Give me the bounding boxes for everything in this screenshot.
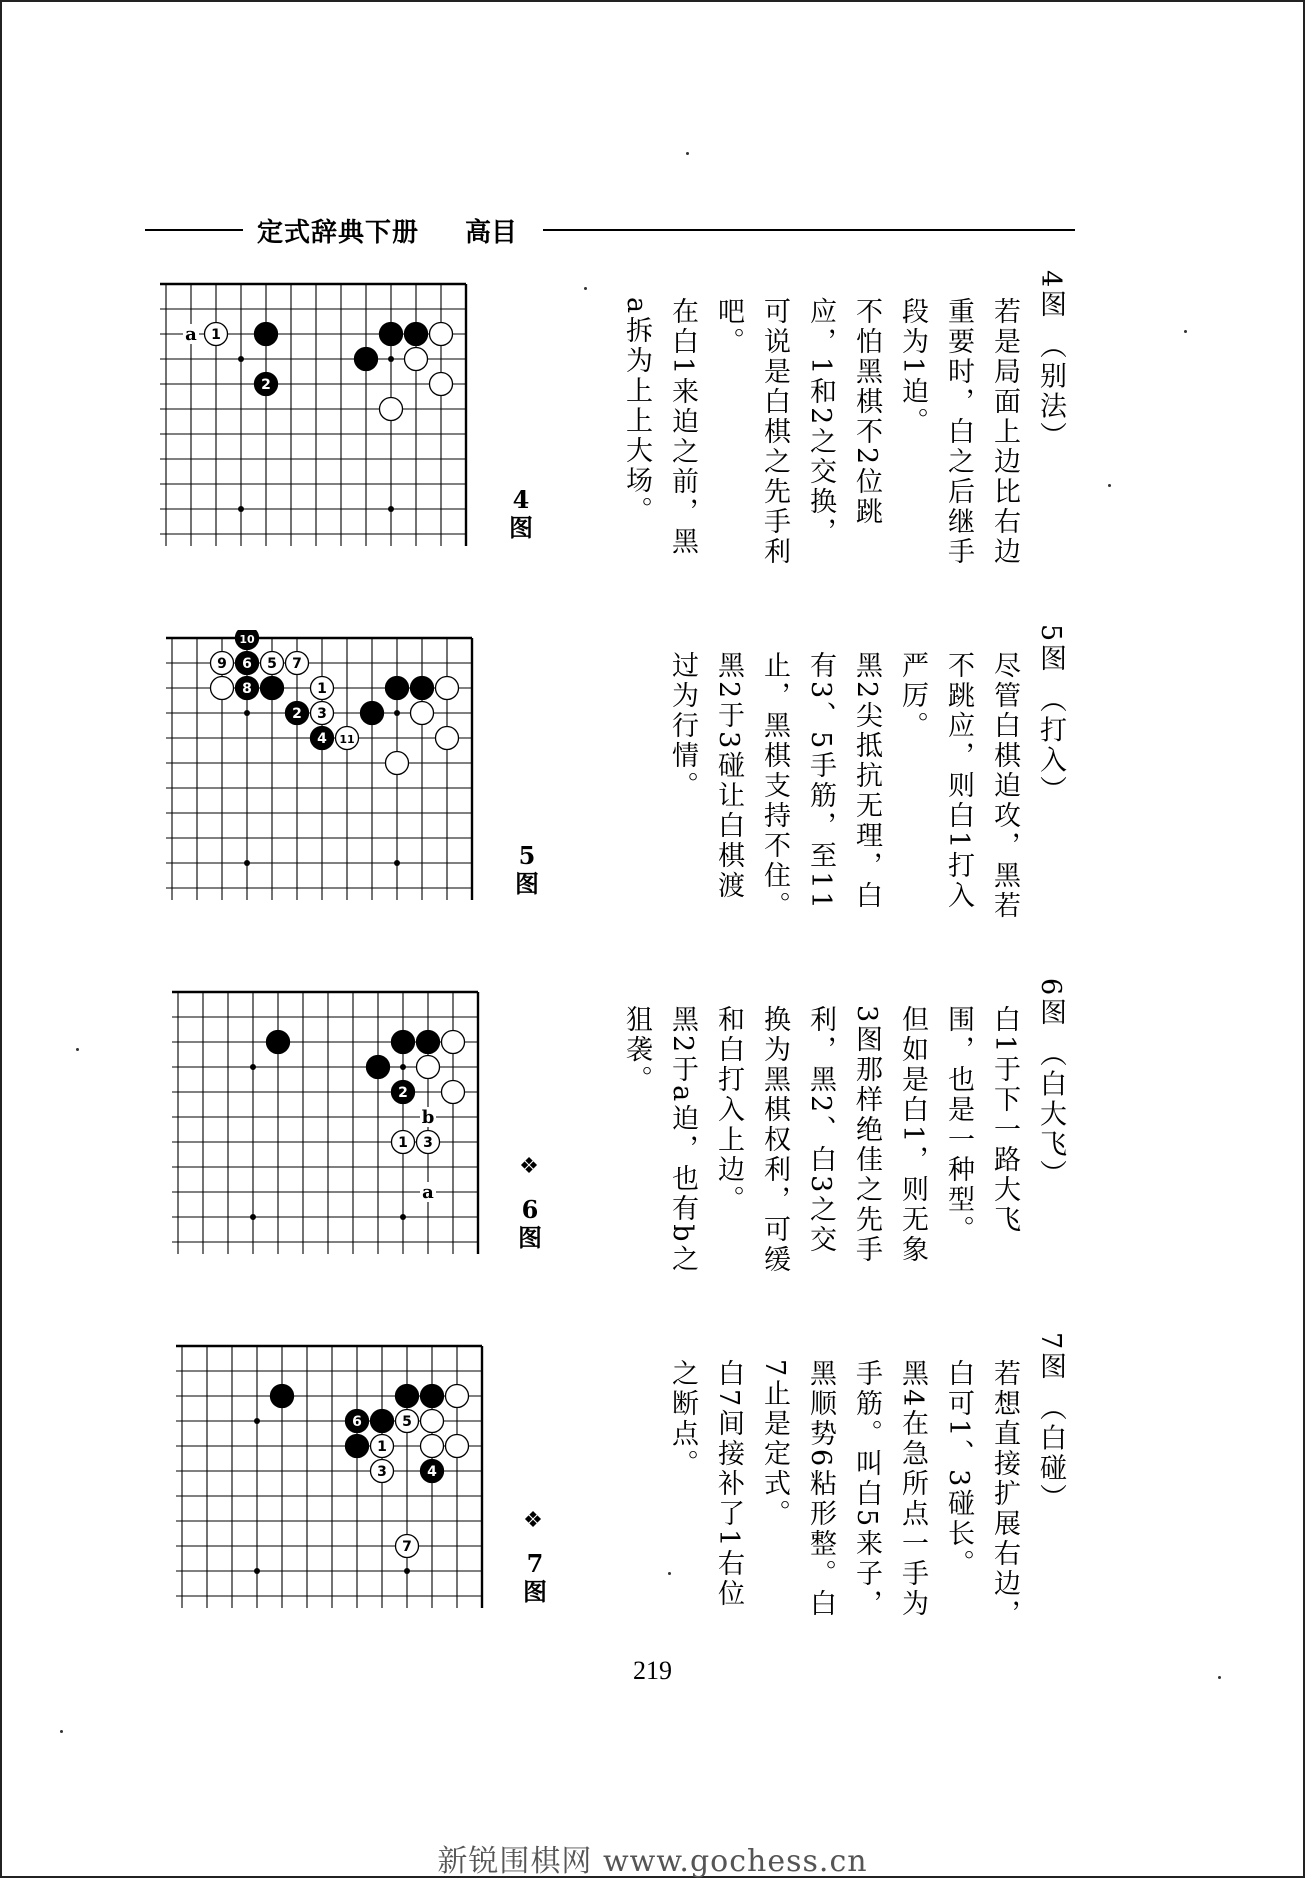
move-number: 3: [423, 1135, 433, 1151]
white-stone: [446, 1385, 469, 1408]
black-stone: [380, 323, 403, 346]
move-number: 7: [292, 656, 302, 672]
white-stone: [211, 677, 234, 700]
black-stone: [392, 1031, 415, 1054]
star-point: [244, 860, 250, 866]
star-point: [394, 710, 400, 716]
commentary-heading-4: 4图 （别法）: [1035, 270, 1066, 452]
commentary-heading-5: 5图 （打入）: [1035, 624, 1066, 806]
black-stone: [367, 1056, 390, 1079]
commentary-para: 但如是白1，则无象3图那样绝佳之先手利，黑2、白3之交换为黑棋权利，可缓和白打入上边。: [713, 1005, 928, 1275]
white-stone: [430, 373, 453, 396]
white-stone: [430, 323, 453, 346]
board-letter-label: a: [422, 1182, 434, 1203]
black-stone: [417, 1031, 440, 1054]
diamond-marker-7: ❖: [523, 1508, 543, 1533]
scan-speck: [668, 1572, 671, 1575]
scan-speck: [584, 287, 587, 290]
scan-speck: [1218, 1676, 1221, 1679]
scan-speck: [686, 152, 689, 155]
star-point: [238, 356, 244, 362]
header-rule-right: [543, 229, 1075, 231]
black-stone: [405, 323, 428, 346]
black-stone: [255, 323, 278, 346]
star-point: [400, 1214, 406, 1220]
move-number: 4: [427, 1464, 437, 1480]
move-number: 1: [377, 1439, 387, 1455]
commentary-para: 在白1来迫之前，黑a拆为上上大场。: [621, 297, 698, 558]
star-point: [238, 506, 244, 512]
move-number: 6: [242, 656, 252, 672]
go-board-figure-5: [166, 630, 476, 900]
move-number: 3: [317, 706, 327, 722]
commentary-para: 若想直接扩展右边，白可1、3碰长。: [943, 1359, 1020, 1629]
commentary-para: 黑2尖抵抗无理，白有3、5手筋，至11止，黑棋支持不住。黑2于3碰让白棋渡过为行情。: [667, 651, 882, 921]
star-point: [254, 1568, 260, 1574]
white-stone: [446, 1435, 469, 1458]
star-point: [400, 1064, 406, 1070]
star-point: [404, 1568, 410, 1574]
move-number: 3: [377, 1464, 387, 1480]
move-number: 8: [242, 681, 252, 697]
scan-speck: [76, 1048, 79, 1051]
move-number: 11: [339, 733, 355, 746]
black-stone: [386, 677, 409, 700]
black-stone: [421, 1385, 444, 1408]
go-board-figure-6: [172, 984, 482, 1254]
move-number: 1: [211, 327, 221, 343]
white-stone: [442, 1081, 465, 1104]
commentary-para: 黑2于a迫，也有b之狙袭。: [621, 1005, 698, 1275]
black-stone: [346, 1435, 369, 1458]
commentary-para: 尽管白棋迫攻，黑若不跳应，则白1打入严厉。: [897, 651, 1020, 921]
commentary-heading-6: 6图 （白大飞）: [1035, 978, 1066, 1190]
header-book-title: 定式辞典下册: [257, 218, 420, 248]
white-stone: [442, 1031, 465, 1054]
star-point: [254, 1418, 260, 1424]
move-number: 2: [292, 706, 302, 722]
commentary-figure-6: [613, 978, 1073, 1278]
board-svg: [166, 630, 476, 900]
star-point: [250, 1064, 256, 1070]
go-board-figure-4: [160, 276, 470, 546]
diamond-marker-6: ❖: [519, 1154, 539, 1179]
board-svg: [160, 276, 470, 546]
white-stone: [421, 1435, 444, 1458]
black-stone: [271, 1385, 294, 1408]
commentary-para: 黑4在急所点一手为手筋。叫白5来子，黑顺势6粘形整。白7止是定式。: [759, 1359, 928, 1620]
move-number: 1: [398, 1135, 408, 1151]
watermark-footer: 新锐围棋网 www.gochess.cn: [437, 1844, 868, 1879]
header-rule-left: [145, 229, 243, 231]
white-stone: [386, 752, 409, 775]
move-number: 5: [402, 1414, 412, 1430]
figure-label-5: 5图: [515, 841, 539, 898]
scan-speck: [1184, 330, 1187, 333]
black-stone: [355, 348, 378, 371]
scan-speck: [1108, 484, 1111, 487]
black-stone: [411, 677, 434, 700]
star-point: [394, 860, 400, 866]
white-stone: [436, 727, 459, 750]
board-letter-label: a: [185, 324, 197, 345]
figure-label-7: 7图: [523, 1549, 547, 1606]
move-number: 2: [398, 1085, 408, 1101]
white-stone: [436, 677, 459, 700]
figure-label-6: 6图: [518, 1195, 542, 1252]
star-point: [244, 710, 250, 716]
move-number: 7: [402, 1539, 412, 1555]
scan-speck: [60, 1730, 63, 1733]
move-number: 1: [317, 681, 327, 697]
commentary-para: 若是局面上边比右边重要时，白之后继手段为1迫。: [897, 297, 1020, 567]
black-stone: [396, 1385, 419, 1408]
white-stone: [421, 1410, 444, 1433]
black-stone: [267, 1031, 290, 1054]
black-stone: [371, 1410, 394, 1433]
commentary-figure-7: [659, 1332, 1073, 1632]
commentary-heading-7: 7图 （白碰）: [1035, 1332, 1066, 1514]
move-number: 6: [352, 1414, 362, 1430]
commentary-para: 白1于下一路大飞围，也是一种型。: [943, 1005, 1020, 1245]
move-number: 5: [267, 656, 277, 672]
board-svg: [172, 984, 482, 1254]
commentary-para: 白7间接补了1右位之断点。: [667, 1359, 744, 1610]
commentary-figure-4: [613, 270, 1073, 570]
white-stone: [405, 348, 428, 371]
white-stone: [417, 1056, 440, 1079]
move-number: 4: [317, 731, 327, 747]
page-number: 219: [633, 1656, 672, 1685]
board-letter-label: b: [421, 1107, 435, 1128]
move-number: 10: [239, 633, 255, 646]
move-number: 2: [261, 377, 271, 393]
commentary-figure-5: [659, 624, 1073, 924]
running-header: [145, 212, 1075, 248]
star-point: [250, 1214, 256, 1220]
move-number: 9: [217, 656, 227, 672]
white-stone: [411, 702, 434, 725]
black-stone: [361, 702, 384, 725]
star-point: [388, 356, 394, 362]
black-stone: [261, 677, 284, 700]
board-svg: [176, 1338, 486, 1608]
star-point: [388, 506, 394, 512]
header-chapter: 高目: [465, 218, 518, 248]
go-board-figure-7: [176, 1338, 486, 1608]
white-stone: [380, 398, 403, 421]
commentary-para: 不怕黑棋不2位跳应，1和2之交换，可说是白棋之先手利吧。: [713, 297, 882, 567]
figure-label-4: 4图: [509, 485, 533, 542]
